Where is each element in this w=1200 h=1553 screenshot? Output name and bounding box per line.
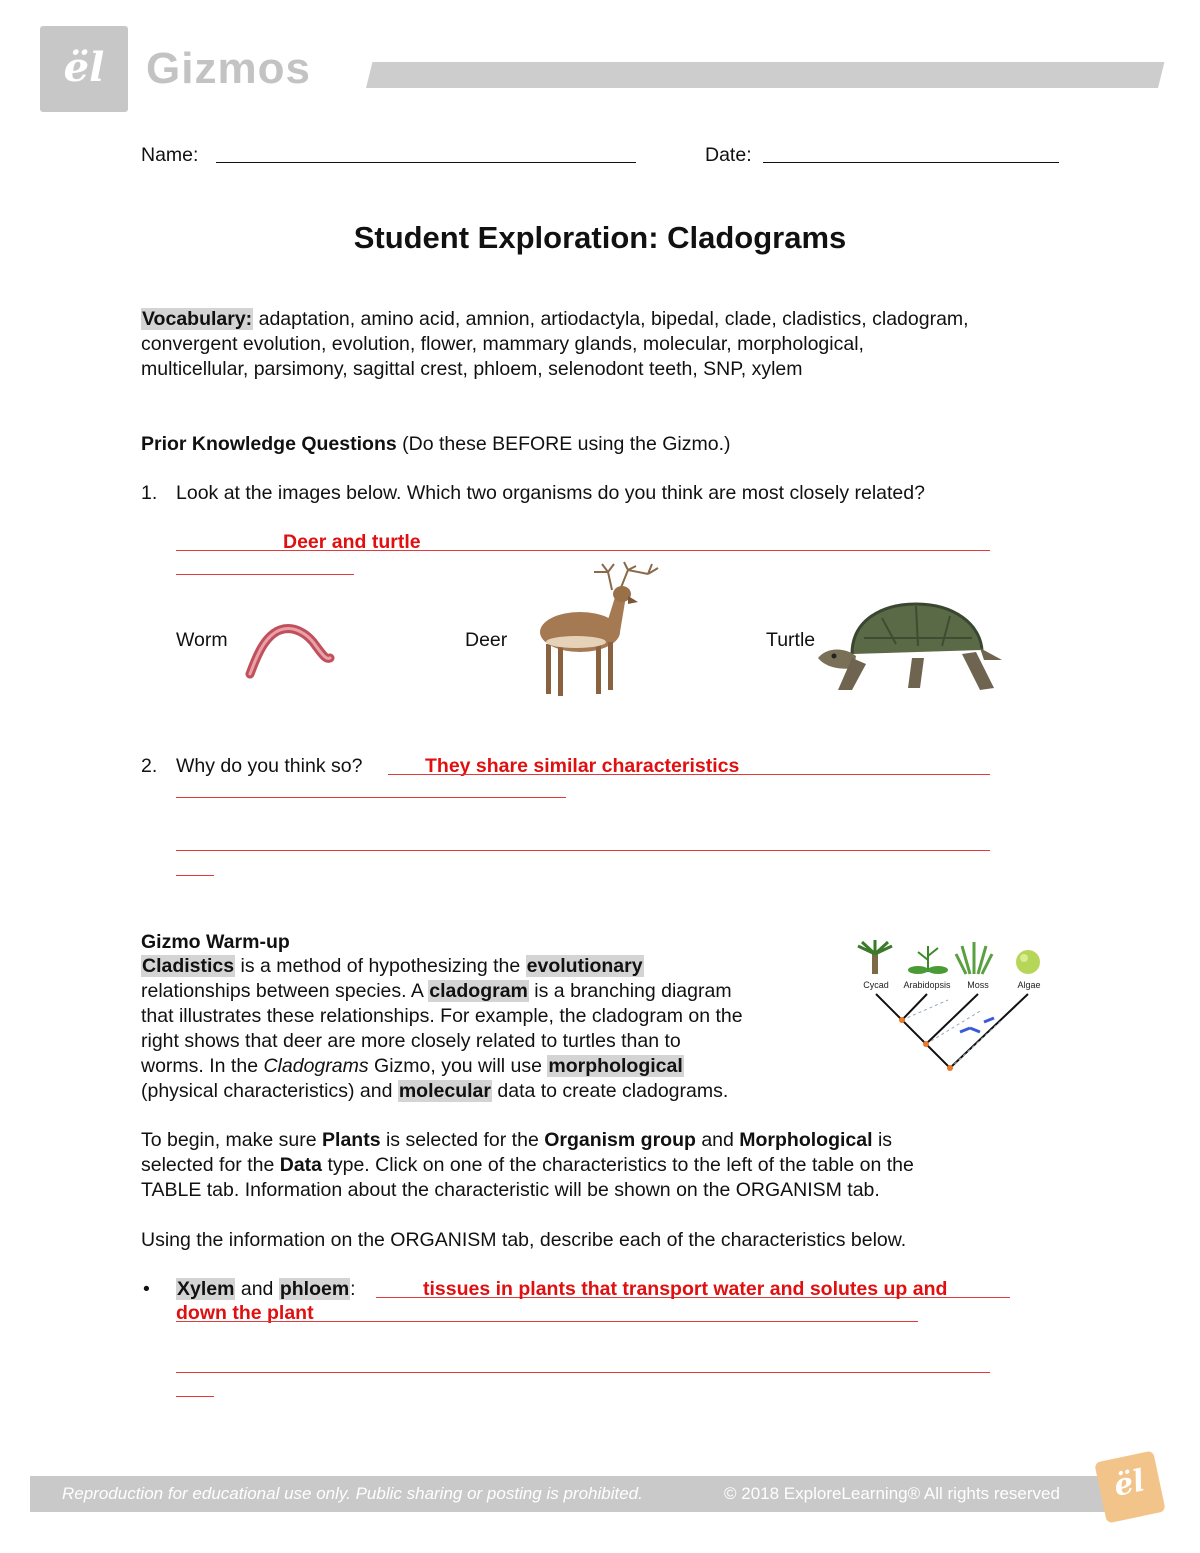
xylem-answer-line-3 [176,1372,990,1373]
q1-answer-line-2 [176,574,354,575]
algae-icon [1016,950,1040,974]
q2-number: 2. [141,755,158,777]
footer-disclaimer: Reproduction for educational use only. Public sharing or posting is prohibited. [62,1484,643,1503]
bullet-marker: • [143,1278,150,1300]
warmup-line-1: Cladistics is a method of hypothesizing the evolutionary [142,955,643,977]
cladogram-label-arabidopsis: Arabidopsis [903,980,951,990]
xylem-phloem-answer-1[interactable]: tissues in plants that transport water and solutes up and [423,1278,948,1300]
name-label: Name: [141,144,199,166]
q2-answer[interactable]: They share similar characteristics [425,755,740,777]
cladogram-figure [852,940,1052,1076]
q2-text: Why do you think so? [176,755,363,777]
warmup-line-4: right shows that deer are more closely related to turtles than to [141,1030,681,1052]
cladogram-label-moss: Moss [967,980,989,990]
page-title: Student Exploration: Cladograms [353,220,847,255]
q2-answer-line [388,774,990,775]
vocabulary-line-2: convergent evolution, evolution, flower, mammary glands, molecular, morphological, [141,333,864,355]
worm-image [242,622,338,682]
warmup-line-6: (physical characteristics) and molecular data to create cladograms. [141,1080,729,1102]
q2-answer-line-4 [176,875,214,876]
instructions-line-4: Using the information on the ORGANISM tab, describe each of the characteristics below. [141,1229,907,1251]
date-field[interactable] [763,162,1059,163]
name-field[interactable] [216,162,636,163]
q1-number: 1. [141,482,158,504]
gizmos-logo: ël [40,26,128,112]
cladogram-label-algae: Algae [1017,980,1041,990]
warmup-heading: Gizmo Warm-up [141,931,290,953]
footer-copyright: © 2018 ExploreLearning® All rights reserved [724,1484,1060,1503]
q1-answer-line [176,550,990,551]
cycad-icon [858,940,892,974]
arabidopsis-icon [908,946,948,974]
date-label: Date: [705,144,752,166]
q2-answer-line-2 [176,797,566,798]
header-bar [366,62,1164,88]
moss-icon [956,942,992,974]
xylem-answer-line-4 [176,1396,214,1397]
instructions-line-3: TABLE tab. Information about the characteristic will be shown on the ORGANISM tab. [141,1179,880,1201]
warmup-line-3: that illustrates these relationships. For example, the cladogram on the [141,1005,743,1027]
xylem-phloem-prompt: Xylem and phloem: [177,1278,356,1300]
deer-label: Deer [465,629,508,651]
warmup-line-2: relationships between species. A cladogram is a branching diagram [141,980,732,1002]
warmup-line-5: worms. In the Cladograms Gizmo, you will use morphological [141,1055,683,1077]
turtle-image [812,598,1004,698]
footer-logo: ël [1094,1450,1166,1523]
worm-label: Worm [176,629,228,651]
xylem-answer-line-2 [176,1321,918,1322]
q2-answer-line-3 [176,850,990,851]
xylem-phloem-answer-2[interactable]: down the plant [176,1302,314,1324]
q1-text: Look at the images below. Which two organisms do you think are most closely related? [176,482,925,504]
instructions-line-2: selected for the Data type. Click on one of the characteristics to the left of the table on the [141,1154,914,1176]
prior-knowledge-heading: Prior Knowledge Questions (Do these BEFORE using the Gizmo.) [141,433,731,455]
q1-answer[interactable]: Deer and turtle [283,531,421,553]
brand-title: Gizmos [146,44,311,93]
cladogram-label-cycad: Cycad [863,980,889,990]
vocabulary-line-1: Vocabulary: adaptation, amino acid, amnion, artiodactyla, bipedal, clade, cladistics, cladogram, [142,308,969,330]
instructions-line-1: To begin, make sure Plants is selected for the Organism group and Morphological is [141,1129,893,1151]
vocabulary-label: Vocabulary: [142,308,253,330]
turtle-label: Turtle [766,629,816,651]
deer-image [524,560,664,700]
vocabulary-line-3: multicellular, parsimony, sagittal crest, phloem, selenodont teeth, SNP, xylem [141,358,803,380]
